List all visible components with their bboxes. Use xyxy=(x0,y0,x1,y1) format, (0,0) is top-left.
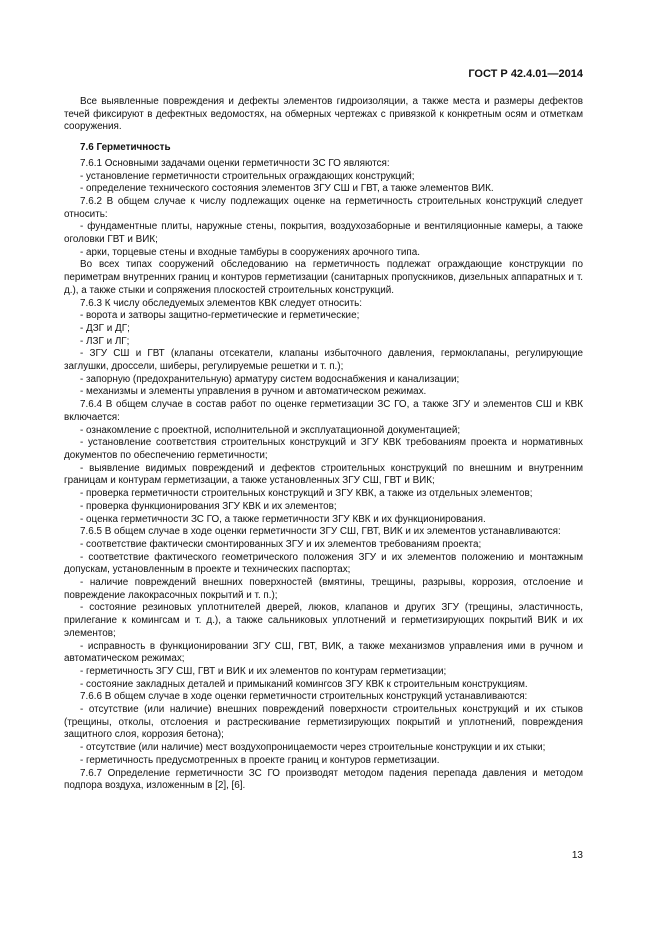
paragraph: - состояние закладных деталей и примыканий комингсов ЗГУ КВК к строительным конструкциям. xyxy=(80,678,528,690)
paragraph: - установление герметичности строительных ограждающих конструкций; xyxy=(80,170,415,182)
section-heading: 7.6 Герметичность xyxy=(80,142,171,154)
paragraph: - соответствие фактического геометрического положения ЗГУ и их элементов положению и монтажным допускам, установленным в проекте и технических паспортах; xyxy=(64,551,583,576)
paragraph: - ДЗГ и ДГ; xyxy=(80,322,130,334)
paragraph: 7.6.4 В общем случае в состав работ по оценке герметизации ЗС ГО, а также ЗГУ и элементов СШ и КВК включается: xyxy=(64,399,583,423)
paragraph: - ознакомление с проектной, исполнительной и эксплуатационной документацией; xyxy=(80,424,461,436)
paragraph: 7.6.5 В общем случае в ходе оценки герметичности ЗГУ СШ, ГВТ, ВИК и их элементов устанавливаются: xyxy=(80,526,561,538)
paragraph: 7.6.7 Определение герметичности ЗС ГО производят методом падения перепада давления и методом подпора воздуха, изложенным в [2], [6]. xyxy=(64,767,583,792)
paragraph: - ЛЗГ и ЛГ; xyxy=(80,335,130,347)
paragraph: Во всех типах сооружений обследованию на герметичность подлежат ограждающие конструкции по периметрам внутренних границ и контуров герметизации (санитарных пропускников, дизельных аппаратных и т. д.), а также стыки и сопряжения плоскостей строительных конструкций. xyxy=(64,259,583,296)
paragraph: - герметичность ЗГУ СШ, ГВТ и ВИК и их элементов по контурам герметизации; xyxy=(80,665,447,677)
paragraph: - установление соответствия строительных конструкций и ЗГУ КВК требованиям проекта и нормативных документов по обеспечению герметичности; xyxy=(64,437,583,461)
paragraph: - проверка герметичности строительных конструкций и ЗГУ КВК, а также из отдельных элементов; xyxy=(80,488,533,500)
paragraph: - наличие повреждений внешних поверхностей (вмятины, трещины, разрывы, коррозия, отслоение и повреждение лакокрасочных покрытий и т. п.); xyxy=(64,577,583,601)
paragraph: - арки, торцевые стены и входные тамбуры в сооружениях арочного типа. xyxy=(80,246,420,258)
paragraph: - ЗГУ СШ и ГВТ (клапаны отсекатели, клапаны избыточного давления, гермоклапаны, регулирующие заглушки, дроссели, шиберы, регулируемые решетки и т. п.); xyxy=(64,348,583,373)
intro-paragraph: Все выявленные повреждения и дефекты элементов гидроизоляции, а также места и размеры дефектов течей фиксируют в дефектных ведомостях, на обмерных чертежах с привязкой к конкретным осям и отметкам сооружения. xyxy=(64,96,583,133)
paragraph: 7.6.6 В общем случае в ходе оценки герметичности строительных конструкций устанавливаются: xyxy=(80,691,528,703)
paragraph: - оценка герметичности ЗС ГО, а также герметичности ЗГУ КВК и их функционирования. xyxy=(80,513,486,525)
paragraph: 7.6.3 К числу обследуемых элементов КВК следует относить: xyxy=(80,297,363,309)
document-code: ГОСТ Р 42.4.01—2014 xyxy=(468,68,583,80)
paragraph: - выявление видимых повреждений и дефектов строительных конструкций по внешним и внутренним границам и контурам герметизации, а также установленных ЗГУ СШ, ГВТ и ВИК; xyxy=(64,462,583,487)
paragraph: 7.6.2 В общем случае к числу подлежащих оценке на герметичность строительных конструкций следует относить: xyxy=(64,195,583,220)
paragraph: - фундаментные плиты, наружные стены, покрытия, воздухозаборные и вентиляционные камеры, а также оголовки ГВТ и ВИК; xyxy=(64,221,583,246)
paragraph: - ворота и затворы защитно-герметические и герметические; xyxy=(80,310,360,322)
paragraph: - состояние резиновых уплотнителей дверей, люков, клапанов и других ЗГУ (трещины, эластичность, прилегание к комингсам и т. д.), а также сальниковых уплотнений и герметизирующих покрытий ВИК и их элементов; xyxy=(64,602,583,639)
paragraph: - запорную (предохранительную) арматуру систем водоснабжения и канализации; xyxy=(80,373,460,385)
paragraph: - соответствие фактически смонтированных ЗГУ и их элементов требованиям проекта; xyxy=(80,538,482,550)
paragraph: - определение технического состояния элементов ЗГУ СШ и ГВТ, а также элементов ВИК. xyxy=(80,183,494,195)
paragraph: 7.6.1 Основными задачами оценки герметичности ЗС ГО являются: xyxy=(80,157,390,169)
paragraph: - отсутствие (или наличие) мест воздухопроницаемости через строительные конструкции и их стыки; xyxy=(80,742,546,754)
spacer xyxy=(64,134,583,139)
paragraph: - отсутствие (или наличие) внешних повреждений поверхности строительных конструкций и их стыков (трещины, отколы, отслоения и растрескивание герметизирующих покрытий и уплотнений, повреждения защитного слоя, коррозия бетона); xyxy=(64,704,583,741)
paragraph: - механизмы и элементы управления в ручном и автоматическом режимах. xyxy=(80,386,427,398)
document-body xyxy=(64,96,583,793)
paragraph: - исправность в функционировании ЗГУ СШ, ГВТ, ВИК, а также механизмов управления ими в ручном и автоматическом режимах; xyxy=(64,640,583,665)
paragraph: - герметичность предусмотренных в проекте границ и контуров герметизации. xyxy=(80,754,440,766)
page-number: 13 xyxy=(571,850,583,861)
paragraph: - проверка функционирования ЗГУ КВК и их элементов; xyxy=(80,500,337,512)
